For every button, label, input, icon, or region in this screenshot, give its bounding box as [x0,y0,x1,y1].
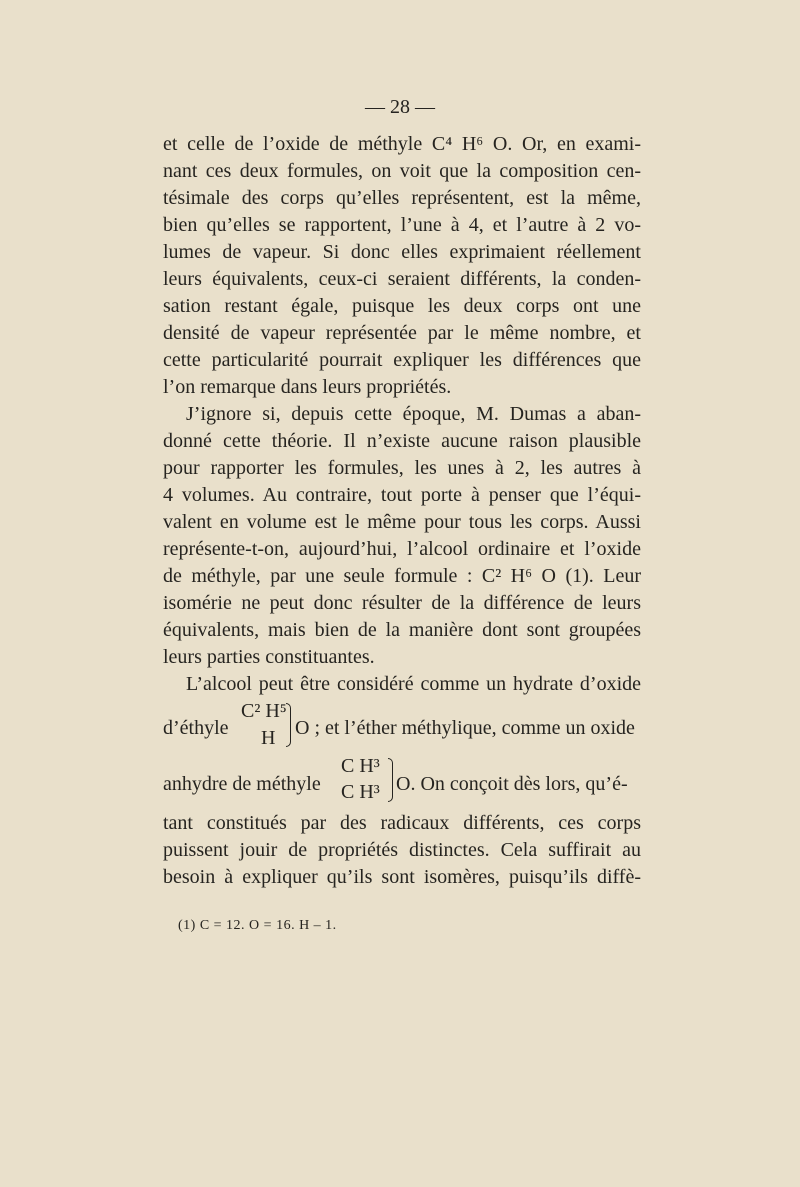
text-line: leurs parties constituantes. [163,646,375,668]
text-line: tésimale des corps qu’elles représentent, est la même, [163,187,641,209]
text-line: densité de vapeur représentée par le même nombre, et [163,322,641,344]
page-number: — 28 — [365,96,435,118]
text-line: pour rapporter les formules, les unes à 2, les autres à [163,457,641,479]
footnote: (1) C = 12. O = 16. H – 1. [178,918,337,933]
text-line: sation restant égale, puisque les deux corps ont une [163,295,641,317]
formula-top: C² H⁵ [241,700,287,722]
formula-bottom: C H³ [341,781,380,803]
text-line: bien qu’elles se rapportent, l’une à 4, et l’autre à 2 vo- [163,214,641,236]
text-line: besoin à expliquer qu’ils sont isomères, puisqu’ils diffè- [163,866,641,888]
formula-suffix: O ; et l’éther méthylique, comme un oxide [295,717,635,739]
text-line: L’alcool peut être considéré comme un hydrate d’oxide [186,673,641,695]
formula-methyl-oxide [163,754,663,810]
text-line: représente-t-on, aujourd’hui, l’alcool ordinaire et l’oxide [163,538,641,560]
text-line: puissent jouir de propriétés distinctes. Cela suffirait au [163,839,641,861]
text-line: tant constitués par des radicaux différents, ces corps [163,812,641,834]
text-line: équivalents, mais bien de la manière dont sont groupées [163,619,641,641]
text-line: donné cette théorie. Il n’existe aucune raison plausible [163,430,641,452]
text-line: isomérie ne peut donc résulter de la différence de leurs [163,592,641,614]
formula-brace [286,703,291,747]
text-line: nant ces deux formules, on voit que la composition cen- [163,160,641,182]
formula-prefix: anhydre de méthyle [163,773,321,795]
formula-ethyl-hydrate [163,698,663,754]
formula-top: C H³ [341,755,380,777]
text-line: leurs équivalents, ceux-ci seraient différents, la conden- [163,268,641,290]
text-line: 4 volumes. Au contraire, tout porte à penser que l’équi- [163,484,641,506]
text-line: lumes de vapeur. Si donc elles exprimaient réellement [163,241,641,263]
text-line: l’on remarque dans leurs propriétés. [163,376,452,398]
text-line: J’ignore si, depuis cette époque, M. Dumas a aban- [186,403,641,425]
formula-bottom: H [261,727,276,749]
text-line: cette particularité pourrait expliquer les différences que [163,349,641,371]
formula-prefix: d’éthyle [163,717,229,739]
text-line: de méthyle, par une seule formule : C² H⁶ O (1). Leur [163,565,641,587]
text-line: valent en volume est le même pour tous les corps. Aussi [163,511,641,533]
formula-brace [388,758,393,802]
formula-suffix: O. On conçoit dès lors, qu’é- [396,773,628,795]
text-line: et celle de l’oxide de méthyle C⁴ H⁶ O. Or, en exami- [163,133,641,155]
